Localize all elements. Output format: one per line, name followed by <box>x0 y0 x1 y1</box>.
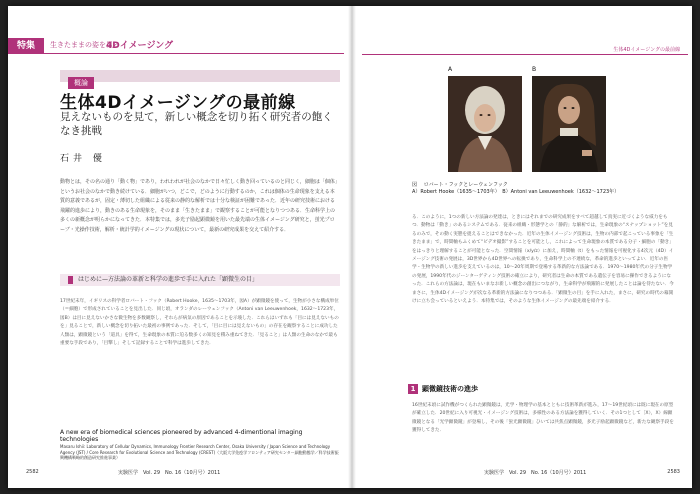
body-text-left: 17世紀末年，イギリスの科学者ロバート・フック（Robert Hooke，1635〜1703年，図A）が顕微鏡を使って，生物が小さな構成単位（＝細胞）で形成されていることを見出した．同じ頃，オランダのレーウェンフック（Antoni van Leeuwenhoek，1632〜1723年，図B）は目に見えないかさな微生物を多数観察し，それらが病気の原因であることを示唆した．これらはいずれも「目には見えないものを」見ることで，新しい概念を切り拓いた最初の事例であった．そして，「目に目には見えないもの」の存在を観察することに成功した人類は，顕微鏡という「道具」を得て，生命現象の本質に迫る数多くの知見を積み重ねてきた．「見ること」は人類の生命のなかで最も重要な手段であり，「目撃し」そして記録することで科学は進歩してきた． <box>60 299 339 347</box>
header-rule <box>44 53 344 54</box>
figure-caption <box>412 182 674 196</box>
figure-caption-detail: A）Robert Hooke（1635〜1703年） B）Antoni van Leeuwenhoek（1632〜1723年） <box>412 189 620 195</box>
journal-footer-left: 実験医学 Vol. 29 No. 16（10月号）2011 <box>118 470 221 476</box>
journal-footer-right: 実験医学 Vol. 29 No. 16（10月号）2011 <box>484 470 587 476</box>
magazine-spread <box>8 6 692 488</box>
author-affiliation: Masaru Ishii: Laboratory of Cellular Dynamics, Immunology Frontier Research Center, Osaka University / Japan Science and Technology Agency (JST) / Core Research for Evolutional Science and Technology (CREST)（大阪大学免疫学フロンティア研究センター細胞動態学／科学技術振興機構戦略的創造研究推進事業） <box>60 444 339 461</box>
header-topic: 4Dイメージング <box>106 41 174 51</box>
category-label: 概論 <box>68 77 94 89</box>
section-heading: はじめに—方法論の革新と科学の進歩で手に入れた「顕微生の目」 <box>78 276 259 283</box>
section-marker-icon <box>68 276 73 284</box>
page-number-right: 2583 <box>667 469 680 475</box>
header-rule-right <box>362 54 688 55</box>
header-subtitle: 生きたままの姿を見る <box>50 41 120 49</box>
page-number-left: 2582 <box>26 469 39 475</box>
portrait-leeuwenhoek-image <box>532 76 606 172</box>
section-tag: 特集 <box>8 38 44 54</box>
running-head: 生体4Dイメージングの最前線 <box>613 47 680 53</box>
figure-number: 図 <box>412 182 418 188</box>
figure-caption-title: ロバート・フックとレーウェンフック <box>423 182 508 188</box>
body-text-right: る．このように，1つの新しい方法論の発達は，ときにはそれまでの研究成果をすべて超越して真実に近づくような威力をもつ．動物は「動き」のあるシステムである．従来の組織・形態学との「静的」な解析では，生命現象の“スナップショット”を見るのみで，その動く実態を捉えることはできなかった．近年の生体イメージング技術は，生物の内部で起こっている事象を「生きたまま」で，時間軸もふくめて“ビデオ撮影”することを可能とし，これによって生命現象の本質である分子・細胞の「動き」をはっきりと理解することが可能となった．空間情報（x/y/z）に加え，時間軸（t）をもった情報を可視化する4次元（4D）イメージング技術の発展は，3D世界から4D世界への転換であり，生命科学上の不連続な，革命的進歩といってよい．近年の医学・生物学の新しい進歩を支えているのは，10〜20年周期で登場する革新的な方法論である．1970〜1980年代の分子生物学の発展，1990年代のジーンターゲティング技術の確立により，研究者は生命の本質である遺伝子を容易に操作できるようになった．これらの方法論は，現在もいまなお新しい概念の創出につながり，生命科学が飛躍的に発展したことは論を待たない．今まさに，生体4Dイメージングが次なる革新的方法論になりつつある．「顕微生の目」を手に入れた，まさに，研究の時代の幕開けに立ち会っているといえよう．本特集では，そのような生体イメージングの最先端を紹介する． <box>412 215 674 305</box>
figure-label-b: B <box>532 66 537 73</box>
section-number-badge: 1 <box>408 384 418 394</box>
category-bar <box>60 70 340 87</box>
figure-label-a: A <box>448 66 453 73</box>
section-heading-right: 顕微鏡技術の進歩 <box>422 385 478 393</box>
author-name: 石井 優 <box>60 154 106 164</box>
body-text-right-section1: 16世紀末頃に試作機がつくられた顕微鏡は，光学・物理学の基本とともに技術革新が進み，17〜19世紀頃には既に現在の原型が確立した．20世紀に入り可視光・イメージング技術は，多様性のある方法論を獲得していく．その1つとして［X），X）線顕微鏡となる「光学顕微鏡」が登場し，その後「蛍光顕微鏡」ひいては共焦点顕微鏡，多光子励起顕微鏡など，新たな観察手段を獲得してきた． <box>412 403 674 434</box>
portrait-hooke-image <box>448 76 522 172</box>
right-page <box>356 6 692 488</box>
page-gutter <box>348 6 356 488</box>
english-title: A new era of biomedical sciences pioneered by advanced 4-dimentional imaging technologies <box>60 429 303 443</box>
left-page <box>8 6 348 488</box>
article-subtitle: 見えないものを見て，新しい概念を切り拓く研究者の飽くなき挑戦 <box>60 111 333 137</box>
article-title: 生体4Dイメージングの最前線 <box>60 93 296 113</box>
abstract-text: 動物とは，その名の通り「動く物」であり，われわれが社会のなかで日々忙しく動き回っているのと同じく，細胞は「個体」というお社会のなかで動き続けている．細胞がいつ，どこで，どのように行動するのか，これは個体の生命現象を支える本質的意義であるが，固定・薄切した組織による従来の静的な解析では十分な検証が困難であった．近年の研究技術における飛躍的進歩により，動きのある生命現象を，そのまま「生きたまま」で観察することが可能となりつつある．生命科学上の多くの新概念が明らかになってきた．本特集では，多光子励起顕微鏡を用いた最先端の生体イメージング研究と，蛍光プローブ・光操作技術，解析・統計学的イメージングの現状について，最新の研究成果を交えて紹介する． <box>60 179 338 233</box>
